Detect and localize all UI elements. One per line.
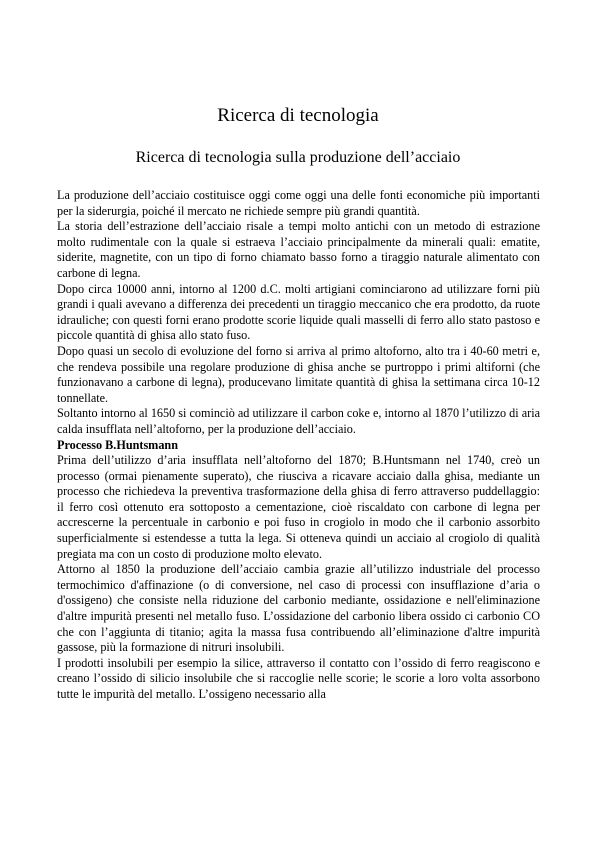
paragraph-altoforno: Dopo quasi un secolo di evoluzione del forno si arriva al primo altoforno, alto tra i 40-60 metri e, che rendeva possibile una regolare produzione di ghisa anche se purtroppo i primi altiforni (che funzionavano a carbone di legna), producevano limitate quantità di ghisa la settimana circa 10-12 tonnellate. — [57, 343, 540, 405]
paragraph-1200-ad: Dopo circa 10000 anni, intorno al 1200 d.C. molti artigiani cominciarono ad utilizzare forni più grandi i quali avevano a differenza dei precedenti un tiraggio meccanico che era prodotto, da ruote idrauliche; con questi forni erano prodotte scorie liquide quali masselli di ferro allo stato pastoso e piccole quantità di ghisa allo stato fuso. — [57, 281, 540, 343]
page-title: Ricerca di tecnologia — [217, 105, 379, 126]
document-body — [57, 188, 540, 703]
paragraph-1850: Attorno al 1850 la produzione dell’acciaio cambia grazie all’utilizzo industriale del processo termochimico d'affinazione (o di conversione, nel caso di processi con insufflazione d’aria o d'ossigeno) che consiste nella riduzione del carbonio mediante, ossidazione e nell'eliminazione d'altre impurità presenti nel metallo fuso. L’ossidazione del carbonio libera ossido ci carbonio CO che con l’aggiunta di titanio; agita la massa fusa contribuendo all’eliminazione d'altre impurità gassose, più la formazione di nitruri insolubili. — [57, 562, 540, 655]
paragraph-intro: La produzione dell’acciaio costituisce oggi come oggi una delle fonti economiche più importanti per la siderurgia, poiché il mercato ne richiede sempre più grandi quantità. — [57, 188, 540, 218]
page-subtitle: Ricerca di tecnologia sulla produzione dell’acciaio — [135, 149, 461, 166]
paragraph-coke: Soltanto intorno al 1650 si cominciò ad utilizzare il carbon coke e, intorno al 1870 l’utilizzo di aria calda insufflata nell’altoforno, per la produzione dell’acciaio. — [57, 406, 540, 436]
section-heading: Processo B.Huntsmann — [57, 437, 178, 452]
paragraph-history: La storia dell’estrazione dell’acciaio risale a tempi molto antichi con un metodo di estrazione molto rudimentale con la quale si estraeva l’acciaio principalmente da minerali quali: ematite, siderite, magnetite, con un tipo di forno chiamato basso forno a tiraggio naturale alimentato con carbone di legna. — [57, 219, 540, 280]
paragraph-huntsmann: Prima dell’utilizzo d’aria insufflata nell’altoforno del 1870; B.Huntsmann nel 1740, creò un processo (ormai pienamente superato), che riusciva a ricavare acciaio dalla ghisa, mediante un processo che richiedeva la preventiva trasformazione della ghisa di ferro attraverso puddellaggio: il ferro così ottenuto era sottoposto a cementazione, cioè riscaldato con carbone di legna per accrescerne la percentuale in carbonio e poi fuso in crogiolo in modo che il carbonio assorbito superficialmente si estendesse a tutta la lega. Si otteneva quindi un acciaio al crogiolo di qualità pregiata ma con un costo di produzione molto elevato. — [57, 453, 540, 561]
paragraph-insolubili: I prodotti insolubili per esempio la silice, attraverso il contatto con l’ossido di ferro reagiscono e creano l’ossido di silicio insolubile che si raccoglie nelle scorie; le scorie a loro volta assorbono tutte le impurità del metallo. L’ossigeno necessario alla — [57, 655, 540, 701]
